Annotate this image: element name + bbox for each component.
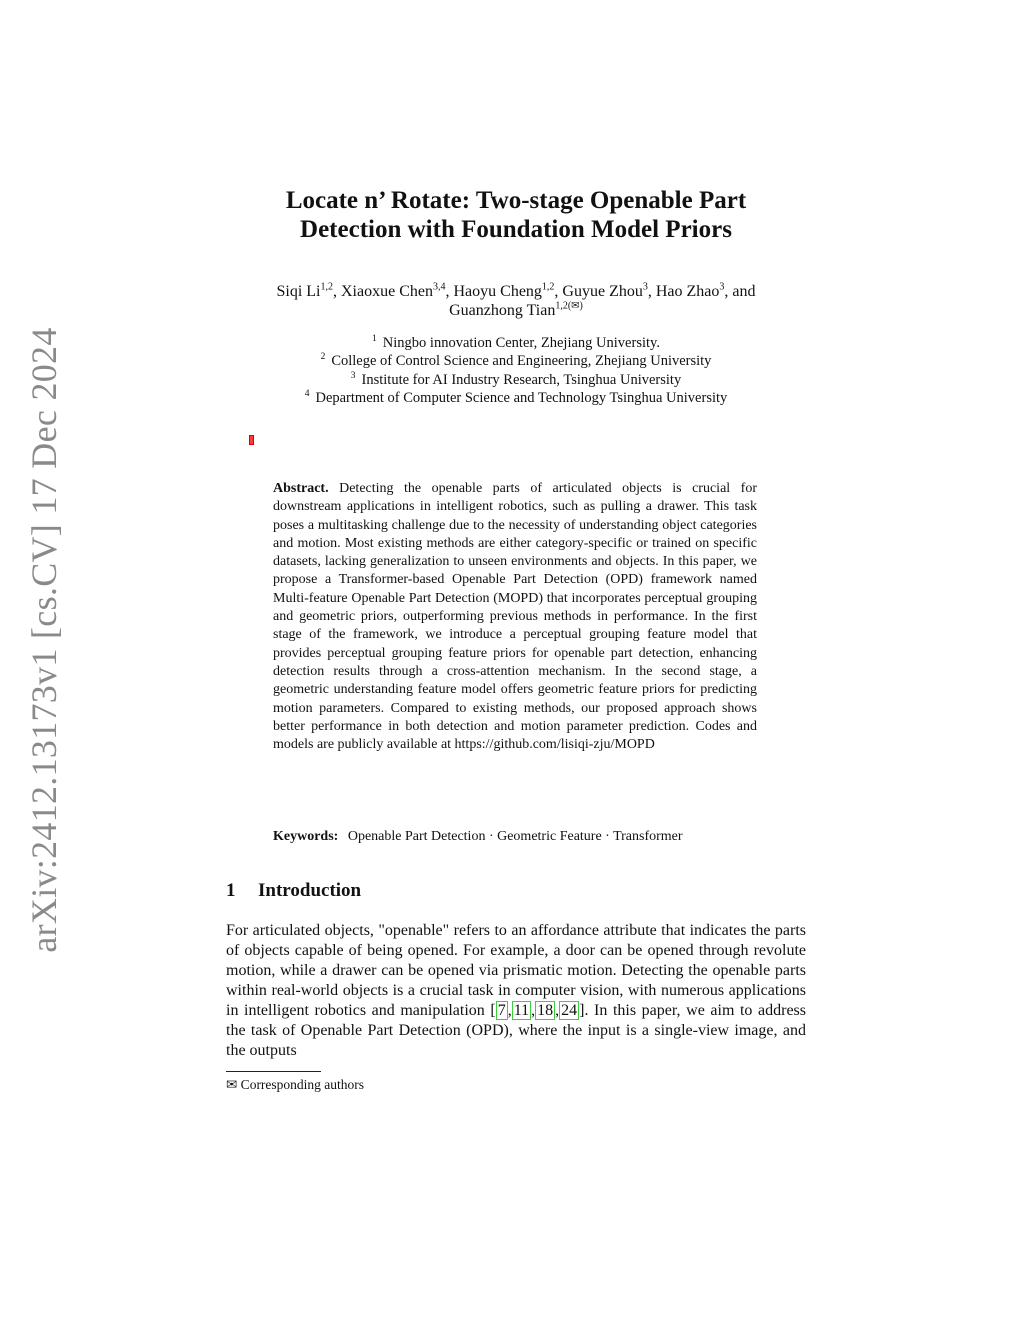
citation-link[interactable]: 24 <box>561 1002 578 1019</box>
keywords-label: Keywords: <box>273 829 339 844</box>
section-title: Introduction <box>258 880 362 901</box>
author: Haoyu Cheng$^{1,2}$, <box>453 281 563 300</box>
affiliation: $^4$ Department of Computer Science and Technology Tsinghua University <box>304 389 728 406</box>
red-marker <box>249 435 254 445</box>
keywords <box>273 828 757 846</box>
citation-link[interactable]: 7 <box>497 1002 506 1019</box>
paper-header <box>226 186 806 407</box>
abstract-text: Detecting the openable parts of articulated objects is crucial for downstream applications in intelligent robotics, such as pulling a drawer. This task poses a multitasking challenge due to the necessity of understanding object categories and motion. Most existing methods are either category-specific or trained on specific datasets, lacking generalization to unseen environments and objects. In this paper, we propose a Transformer-based Openable Part Detection (OPD) framework named Multi-feature Openable Part Detection (MOPD) that incorporates perceptual grouping and geometric priors, outperforming previous methods in performance. In the first stage of the framework, we introduce a perceptual grouping feature model that provides perceptual grouping feature priors for openable part detection, enhancing detection results through a cross-attention mechanism. In the second stage, a geometric understanding feature model offers geometric feature priors for predicting motion parameters. Compared to existing methods, our proposed approach shows better performance in both detection and motion parameter prediction. Codes and models are publicly available at https://github.com/lisiqi-zju/MOPD <box>273 481 757 753</box>
keywords-text: Openable Part Detection · Geometric Feature · Transformer <box>347 829 683 844</box>
affiliation-list <box>226 334 806 407</box>
abstract <box>273 480 757 754</box>
author: Guanzhong Tian$^{1,2(✉)}$ <box>449 300 583 319</box>
affiliation: $^3$ Institute for AI Industry Research, Tsinghua University <box>350 370 682 388</box>
section-number: 1 <box>226 880 236 901</box>
paper-title <box>226 186 806 244</box>
author: Xiaoxue Chen$^{3,4}$, <box>341 281 454 300</box>
citation-link[interactable]: 11 <box>513 1002 530 1019</box>
affiliation: $^1$ Ningbo innovation Center, Zhejiang University. <box>372 334 660 351</box>
introduction-paragraph: For articulated objects, "openable" refers to an affordance attribute that indicates the parts of objects capable of being opened. For example, a door can be opened through revolute motion, while a drawer can be opened via prismatic motion. Detecting the openable parts within real-world objects is a crucial task in computer vision, with numerous applications in intelligent robotics and manipulation [ 7 , 11 , 18 , 24 ]. In this paper, we aim to address the task of Openable Part Detection (OPD), where the input is a single-view image, and the outputs <box>226 922 806 1059</box>
title-line-2: Detection with Foundation Model Priors <box>300 216 732 243</box>
author: Hao Zhao$^3$, and <box>655 281 756 300</box>
section-heading-introduction <box>226 879 361 903</box>
author-list <box>226 282 806 320</box>
footnote-divider <box>226 1071 321 1072</box>
abstract-label: Abstract. <box>273 481 329 496</box>
arxiv-identifier: arXiv:2412.13173v1 [cs.CV] 17 Dec 2024 <box>24 327 64 953</box>
affiliation: $^2$ College of Control Science and Engineering, Zhejiang University <box>320 352 712 370</box>
citation-link[interactable]: 18 <box>537 1002 554 1019</box>
footnote-corresponding-authors: ✉ Corresponding authors <box>226 1077 365 1092</box>
author: Siqi Li$^{1,2}$, <box>276 281 341 300</box>
author: Guyue Zhou$^3$, <box>562 281 656 300</box>
title-line-1: Locate n’ Rotate: Two-stage Openable Part <box>285 187 747 214</box>
